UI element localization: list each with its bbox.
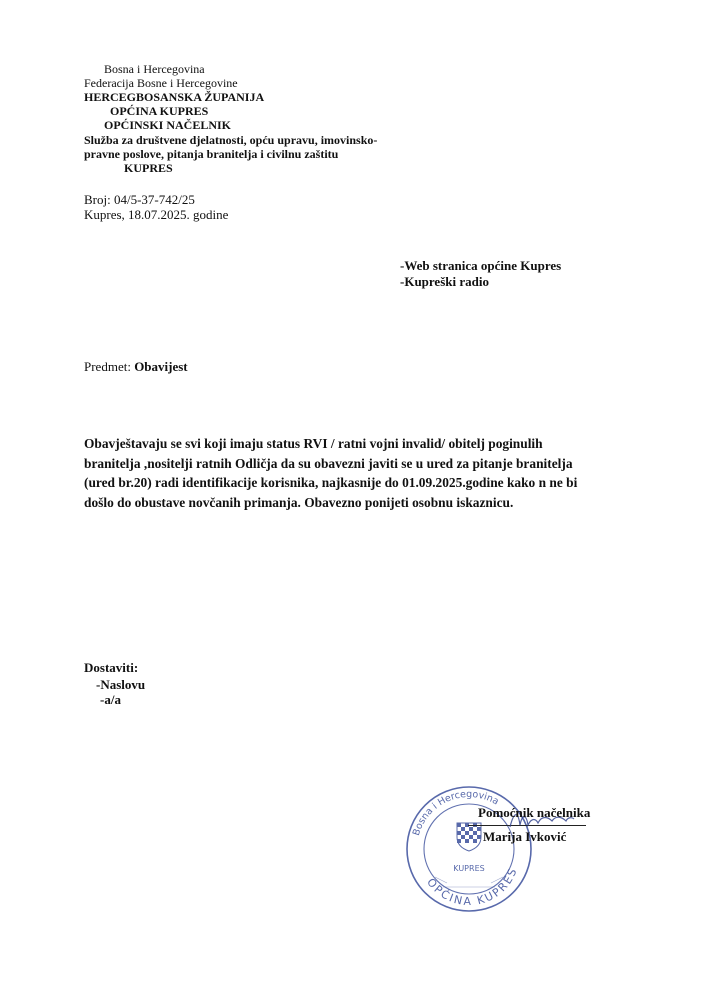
seal-shield-icon — [457, 823, 481, 851]
signature-title: Pomoćnik načelnika — [478, 805, 591, 820]
seal-outer-bottom-text: OPĆINA KUPRES — [424, 865, 521, 909]
body-line: (ured br.20) radi identifikacije korisnika, najkasnije do 01.09.2025.godine kako n ne bi — [84, 475, 578, 490]
header-service-line2: pravne poslove, pitanja branitelja i civilnu zaštitu — [84, 147, 339, 161]
header-city: KUPRES — [124, 161, 173, 175]
seal-center-text: KUPRES — [453, 864, 485, 873]
subject-label: Predmet: — [84, 359, 131, 374]
header-service-line1: Služba za društvene djelatnosti, opću upravu, imovinsko- — [84, 133, 378, 147]
delivery-label: Dostaviti: — [84, 660, 139, 675]
signature-name: Marija Ivković — [483, 829, 567, 844]
delivery-item-archive: -a/a — [100, 692, 121, 707]
recipient-website: -Web stranica općine Kupres — [400, 258, 562, 273]
reference-number: Broj: 04/5-37-742/25 — [84, 192, 195, 207]
body-text — [84, 434, 577, 512]
body-line: Obavještavaju se svi koji imaju status RVI / ratni vojni invalid/ obitelj poginulih — [84, 436, 543, 451]
municipal-seal — [403, 783, 535, 915]
header-country: Bosna i Hercegovina — [104, 62, 205, 76]
seal-outer-top-text: Bosna i Hercegovina — [410, 788, 501, 838]
body-line: branitelja ,nositelji ratnih Odličja da su obavezni javiti se u ured za pitanje branitelja — [84, 455, 573, 471]
subject-value: Obavijest — [134, 359, 188, 374]
body-line: došlo do obustave novčanih primanja. Obavezno ponijeti osobnu iskaznicu. — [84, 494, 514, 510]
reference-date: Kupres, 18.07.2025. godine — [84, 207, 229, 222]
recipient-radio: -Kupreški radio — [400, 274, 489, 289]
header-mayor: OPĆINSKI NAČELNIK — [104, 118, 232, 132]
header-canton: HERCEGBOSANSKA ŽUPANIJA — [84, 90, 265, 104]
delivery-item-addressee: -Naslovu — [96, 677, 146, 692]
header-federation: Federacija Bosne i Hercegovine — [84, 76, 238, 90]
header-municipality: OPĆINA KUPRES — [110, 104, 209, 118]
subject-line — [84, 359, 188, 375]
